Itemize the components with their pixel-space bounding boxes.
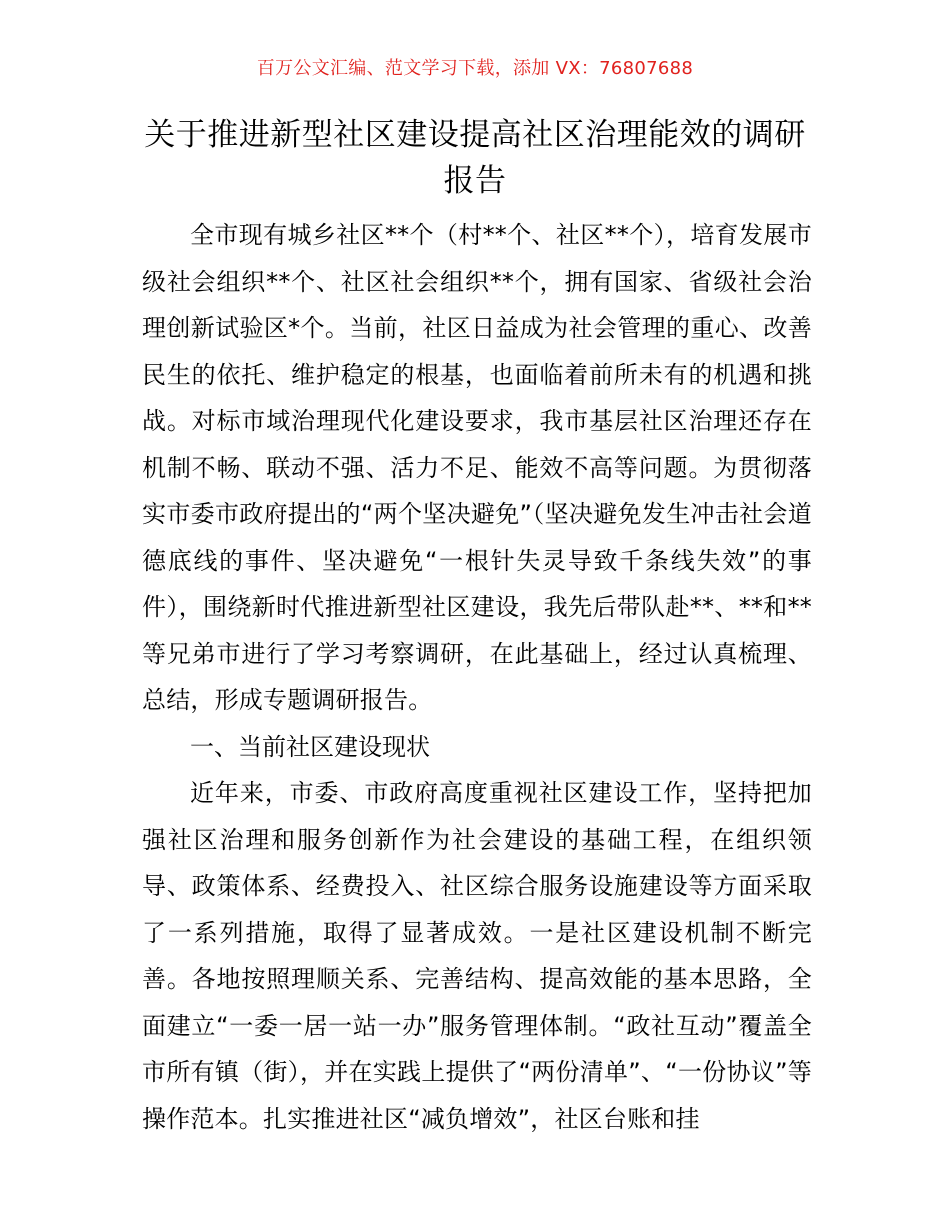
header-promo-note: 百万公文汇编、范文学习下载，添加 VX：76807688 (256, 58, 694, 79)
section-heading-current-status: 一、当前社区建设现状 (190, 732, 430, 761)
document-title: 关于推进新型社区建设提高社区治理能效的调研报告 (144, 117, 806, 199)
document-body (142, 212, 812, 1142)
section-paragraph: 近年来，市委、市政府高度重视社区建设工作，坚持把加强社区治理和服务创新作为社会建设的基础工程，在组织领导、政策体系、经费投入、社区综合服务设施建设等方面采取了一系列措施，取得了显著成效。一是社区建设机制不断完善。各地按照理顺关系、完善结构、提高效能的基本思路，全面建立“一委一居一站一办”服务管理体制。“政社互动”覆盖全市所有镇（街），并在实践上提供了“两份清单”、“一份协议”等操作范本。扎实推进社区“减负增效”，社区台账和挂 (142, 779, 812, 1133)
intro-paragraph: 全市现有城乡社区**个（村**个、社区**个），培育发展市级社会组织**个、社区社会组织**个，拥有国家、省级社会治理创新试验区*个。当前，社区日益成为社会管理的重心、改善民生的依托、维护稳定的根基，也面临着前所未有的机遇和挑战。对标市域治理现代化建设要求，我市基层社区治理还存在机制不畅、联动不强、活力不足、能效不高等问题。为贯彻落实市委市政府提出的“两个坚决避免”（坚决避免发生冲击社会道德底线的事件、坚决避免“一根针失灵导致千条线失效”的事件），围绕新时代推进新型社区建设，我先后带队赴**、**和**等兄弟市进行了学习考察调研，在此基础上，经过认真梳理、总结，形成专题调研报告。 (142, 221, 812, 714)
